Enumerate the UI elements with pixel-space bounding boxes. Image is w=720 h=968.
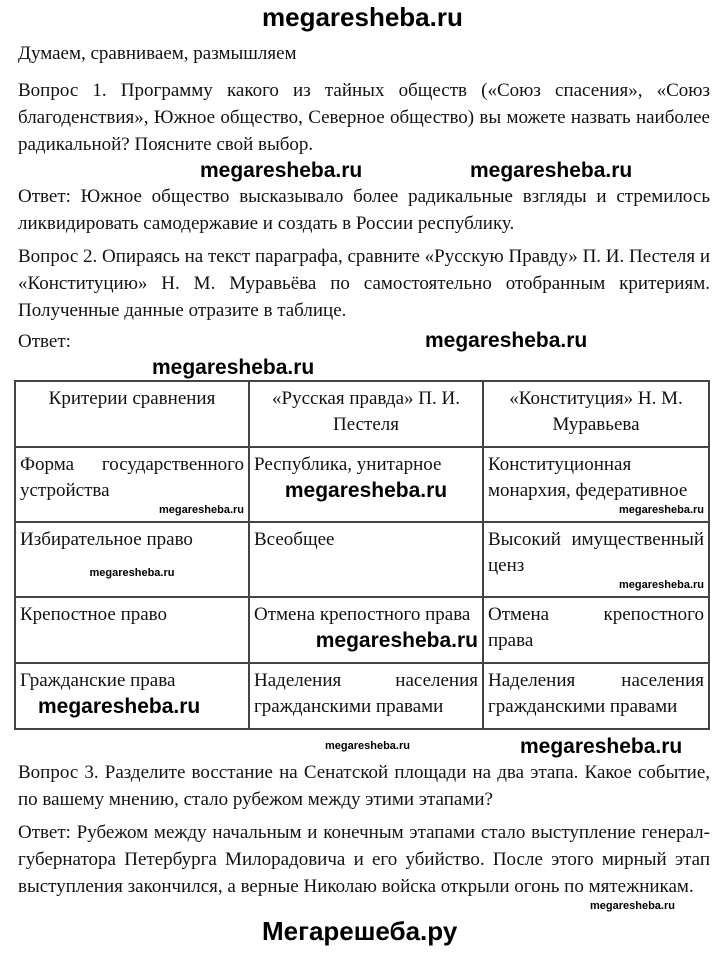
table-cell <box>15 663 249 729</box>
cell-text: Гражданские права <box>20 670 176 691</box>
answer-2-label: Ответ: <box>18 331 71 352</box>
cell-text: Наделения населения гражданскими правами <box>254 670 478 717</box>
table-row <box>15 522 709 597</box>
cell-text: Конституционная монархия, федеративное <box>488 454 688 501</box>
cell-text: Избирательное право <box>20 529 193 550</box>
watermark: megaresheba.ru <box>425 329 588 352</box>
cell-text: Отмена крепостного права <box>488 604 704 651</box>
watermark: megaresheba.ru <box>315 629 478 652</box>
cell-text: Всеобщее <box>254 529 335 550</box>
cell-text: Крепостное право <box>20 604 168 625</box>
question-2: Вопрос 2. Опираясь на текст параграфа, сравните «Русскую Правду» П. И. Пестеля и «Конституцию» Н. М. Муравьёва по самостоятельно отобранным критериям. Полученные данные отразите в таблице. <box>18 246 710 321</box>
watermark: megaresheba.ru <box>200 159 363 182</box>
site-title: megaresheba.ru <box>262 2 463 32</box>
section-heading: Думаем, сравниваем, размышляем <box>18 43 297 64</box>
question-3: Вопрос 3. Разделите восстание на Сенатской площади на два этапа. Какое событие, по вашему мнению, стало рубежом между этими этапами? <box>18 762 710 810</box>
watermark: megaresheba.ru <box>152 356 315 379</box>
comparison-table <box>14 380 710 730</box>
answer-3: Ответ: Рубежом между начальным и конечным этапами стало выступление генерал-губернатора Петербурга Милорадовича и его убийство. После этого мирный этап выступления закончился, а верные Николаю войска открыли огонь по мятежникам. <box>18 822 710 897</box>
table-cell <box>483 663 709 729</box>
answer-1: Ответ: Южное общество высказывало более радикальные взгляды и стремилось ликвидировать самодержавие и создать в России республику. <box>18 186 710 234</box>
watermark: megaresheba.ru <box>590 900 675 912</box>
footer-brand: Мегарешеба.ру <box>262 916 458 946</box>
question-1: Вопрос 1. Программу какого из тайных обществ («Союз спасения», «Союз благоденствия», Южное общество, Северное общество) вы можете назвать наиболее радикальной? Поясните свой выбор. <box>18 80 710 155</box>
table-cell <box>15 597 249 663</box>
table-cell <box>249 522 483 597</box>
watermark: megaresheba.ru <box>520 735 683 758</box>
table-cell <box>483 522 709 597</box>
cell-text: Наделения населения гражданскими правами <box>488 670 704 717</box>
table-cell <box>15 447 249 522</box>
watermark: megaresheba.ru <box>284 479 448 502</box>
cell-text: Отмена крепостного права <box>254 604 471 625</box>
watermark: megaresheba.ru <box>619 504 704 516</box>
watermark: megaresheba.ru <box>89 567 175 579</box>
cell-text: Форма государственного устройства <box>20 454 244 501</box>
watermark: megaresheba.ru <box>325 740 410 752</box>
table-cell <box>249 663 483 729</box>
table-row <box>15 447 709 522</box>
table-cell <box>15 522 249 597</box>
table-row <box>15 597 709 663</box>
watermark: megaresheba.ru <box>470 159 633 182</box>
watermark: megaresheba.ru <box>38 695 201 718</box>
watermark: megaresheba.ru <box>159 504 244 516</box>
table-cell <box>249 597 483 663</box>
table-cell <box>483 597 709 663</box>
cell-text: Высокий имущественный ценз <box>488 529 704 576</box>
table-row <box>15 663 709 729</box>
watermark: megaresheba.ru <box>619 579 704 591</box>
table-cell <box>249 447 483 522</box>
header-cell: Критерии сравнения <box>15 381 249 447</box>
table-cell <box>483 447 709 522</box>
cell-text: Республика, унитарное <box>254 454 442 475</box>
header-cell: «Конституция» Н. М. Муравьева <box>483 381 709 447</box>
header-cell: «Русская правда» П. И. Пестеля <box>249 381 483 447</box>
